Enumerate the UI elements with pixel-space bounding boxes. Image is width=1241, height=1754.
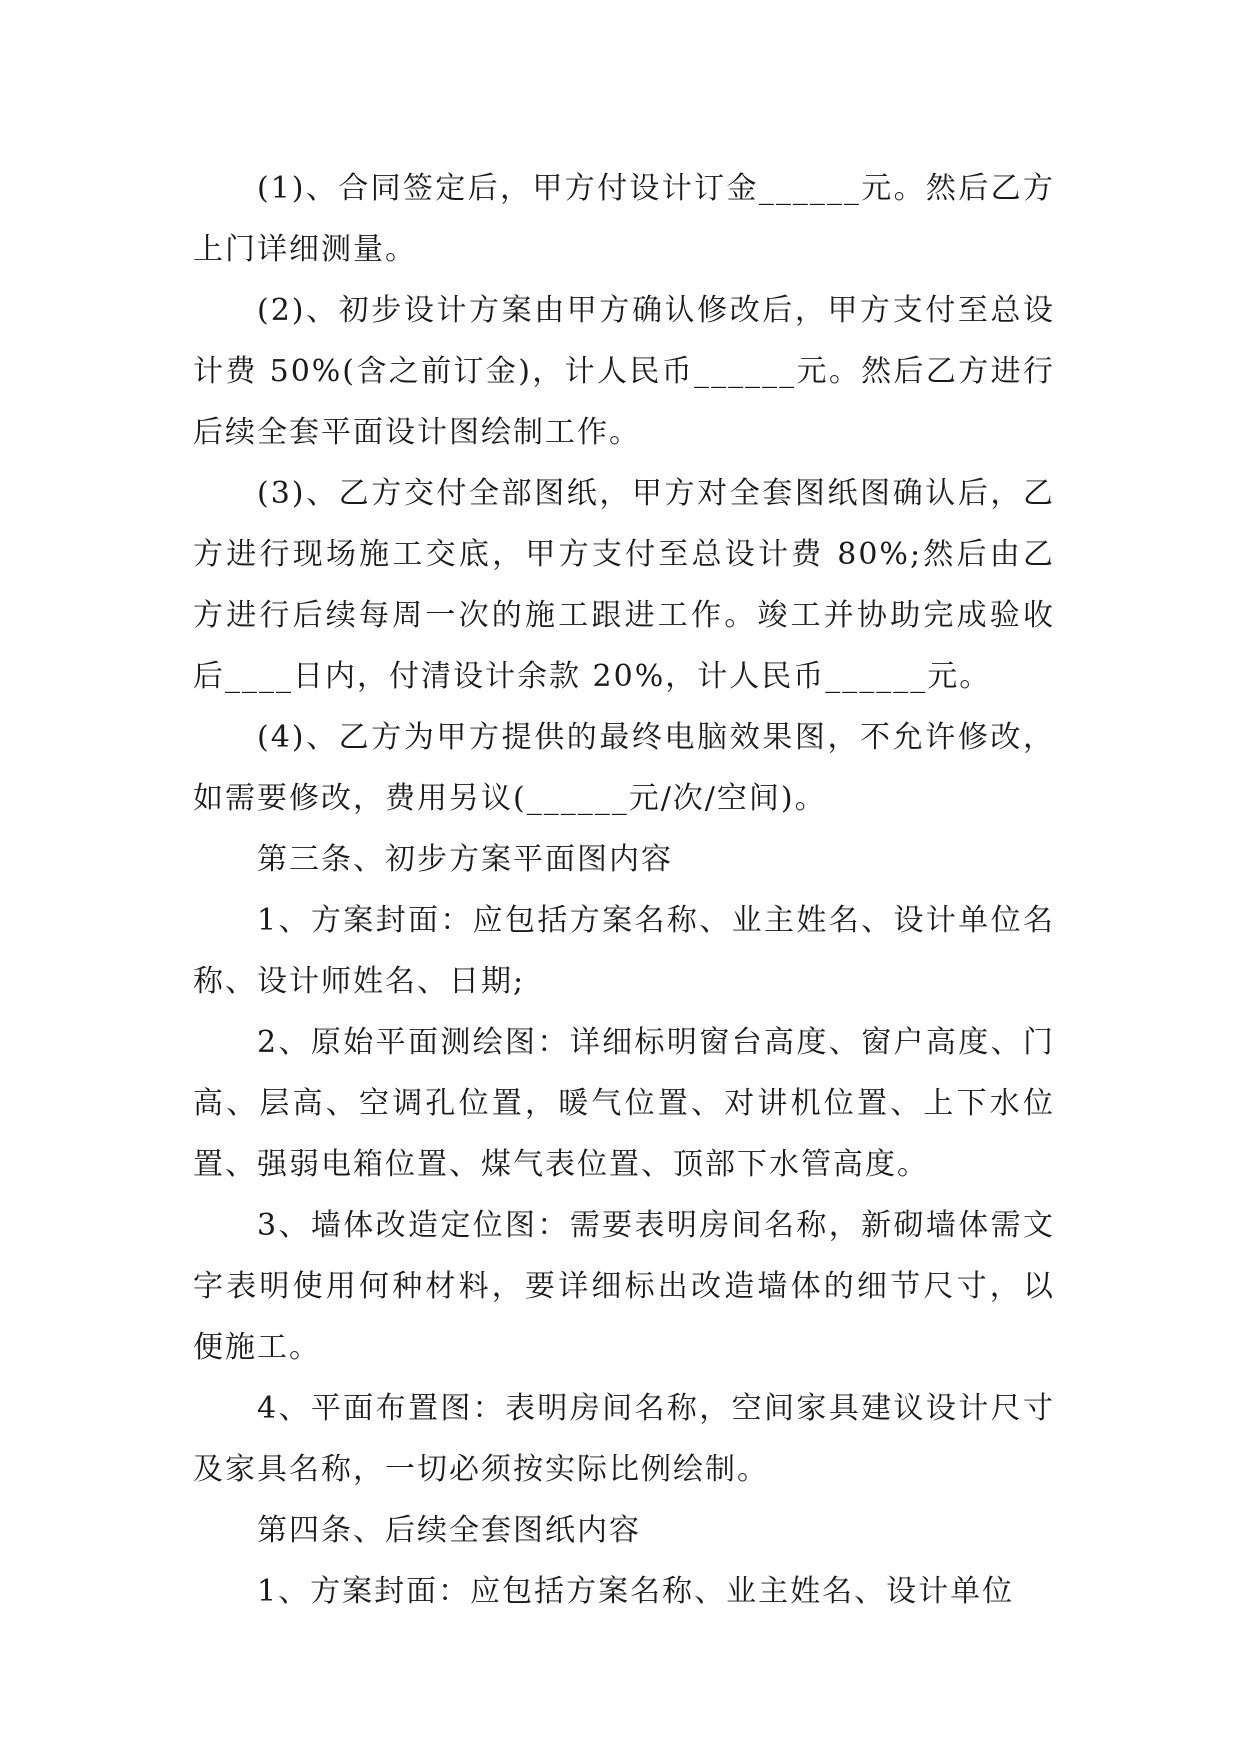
article-3-item-3: 3、墙体改造定位图：需要表明房间名称，新砌墙体需文字表明使用何种材料，要详细标出改造墙体的细节尺寸，以便施工。 — [193, 1208, 1055, 1365]
article-4-item-1: 1、方案封面：应包括方案名称、业主姓名、设计单位 — [257, 1574, 1015, 1609]
clause-payment-3: (3)、乙方交付全部图纸，甲方对全套图纸图确认后，乙方进行现场施工交底，甲方支付至总设计费 80%;然后由乙方进行后续每周一次的施工跟进工作。竣工并协助完成验收后____日内，付清设计余款 20%，计人民币______元。 — [193, 476, 1055, 694]
article-4-heading: 第四条、后续全套图纸内容 — [257, 1513, 641, 1548]
document-body — [193, 158, 1055, 1622]
clause-payment-4: (4)、乙方为甲方提供的最终电脑效果图，不允许修改，如需要修改，费用另议(______元/次/空间)。 — [193, 720, 1055, 816]
article-3-heading: 第三条、初步方案平面图内容 — [257, 842, 673, 877]
clause-payment-2: (2)、初步设计方案由甲方确认修改后，甲方支付至总设计费 50%(含之前订金)，计人民币______元。然后乙方进行后续全套平面设计图绘制工作。 — [193, 293, 1055, 450]
article-3-item-4: 4、平面布置图：表明房间名称，空间家具建议设计尺寸及家具名称，一切必须按实际比例绘制。 — [193, 1391, 1055, 1487]
clause-payment-1: (1)、合同签定后，甲方付设计订金______元。然后乙方上门详细测量。 — [193, 171, 1055, 267]
article-3-item-2: 2、原始平面测绘图：详细标明窗台高度、窗户高度、门高、层高、空调孔位置，暖气位置、对讲机位置、上下水位置、强弱电箱位置、煤气表位置、顶部下水管高度。 — [193, 1025, 1055, 1182]
article-3-item-1: 1、方案封面：应包括方案名称、业主姓名、设计单位名称、设计师姓名、日期; — [193, 903, 1055, 999]
